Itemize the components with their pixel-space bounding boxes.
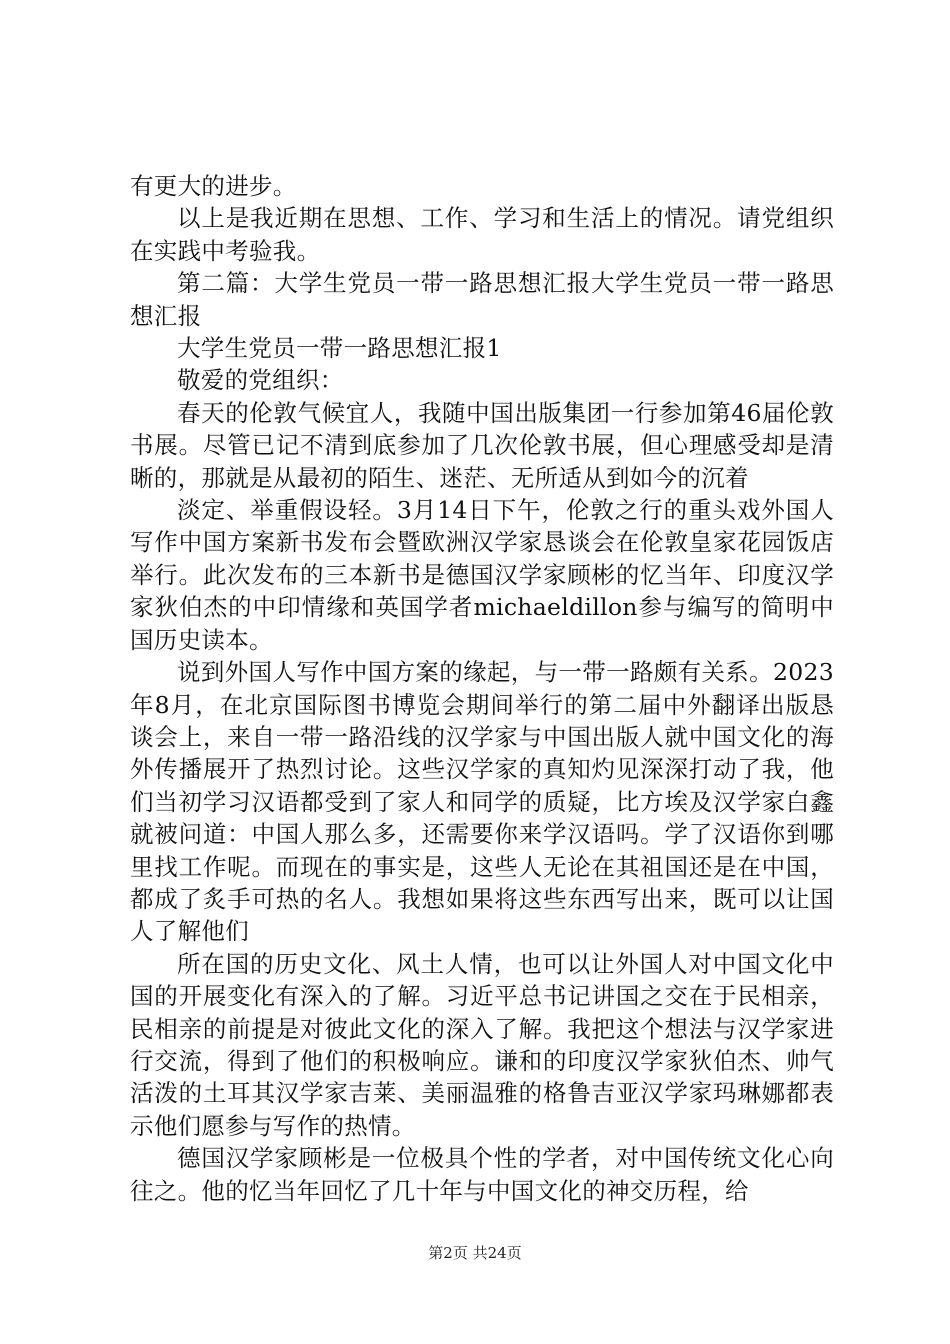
paragraph: 所在国的历史文化、风土人情，也可以让外国人对中国文化中国的开展变化有深入的了解。习近平总书记讲国之交在于民相亲，民相亲的前提是对彼此文化的深入了解。我把这个想法与汉学家进行交流，得到了他们的积极响应。谦和的印度汉学家狄伯杰、帅气活泼的土耳其汉学家吉莱、美丽温雅的格鲁吉亚汉学家玛琳娜都表示他们愿参与写作的热情。 [130, 949, 834, 1140]
paragraph: 淡定、举重假设轻。3月14日下午，伦敦之行的重头戏外国人写作中国方案新书发布会暨欧洲汉学家恳谈会在伦敦皇家花园饭店举行。此次发布的三本新书是德国汉学家顾彬的忆当年、印度汉学家狄伯杰的中印情缘和英国学者michaeldillon参与编写的简明中国历史读本。 [130, 496, 834, 654]
paragraph: 以上是我近期在思想、工作、学习和生活上的情况。请党组织在实践中考验我。 [130, 204, 834, 265]
page-number-footer: 第2页 共24页 [428, 1244, 522, 1262]
paragraph: 第二篇：大学生党员一带一路思想汇报大学生党员一带一路思想汇报 [130, 269, 834, 330]
paragraph: 说到外国人写作中国方案的缘起，与一带一路颇有关系。2023年8月，在北京国际图书博览会期间举行的第二届中外翻译出版恳谈会上，来自一带一路沿线的汉学家与中国出版人就中国文化的海外传播展开了热烈讨论。这些汉学家的真知灼见深深打动了我，他们当初学习汉语都受到了家人和同学的质疑，比方埃及汉学家白鑫就被问道：中国人那么多，还需要你来学汉语吗。学了汉语你到哪里找工作呢。而现在的事实是，这些人无论在其祖国还是在中国，都成了炙手可热的名人。我想如果将这些东西写出来，既可以让国人了解他们 [130, 658, 834, 946]
paragraph: 德国汉学家顾彬是一位极具个性的学者，对中国传统文化心向往之。他的忆当年回忆了几十年与中国文化的神交历程，给 [130, 1144, 834, 1205]
paragraph: 敬爱的党组织： [177, 366, 344, 395]
paragraph: 有更大的进步。 [130, 172, 297, 200]
paragraph: 大学生党员一带一路思想汇报1 [177, 334, 502, 363]
paragraph: 春天的伦敦气候宜人，我随中国出版集团一行参加第46届伦敦书展。尽管已记不清到底参加了几次伦敦书展，但心理感受却是清晰的，那就是从最初的陌生、迷茫、无所适从到如今的沉着 [130, 398, 834, 492]
document-body [130, 170, 834, 1207]
